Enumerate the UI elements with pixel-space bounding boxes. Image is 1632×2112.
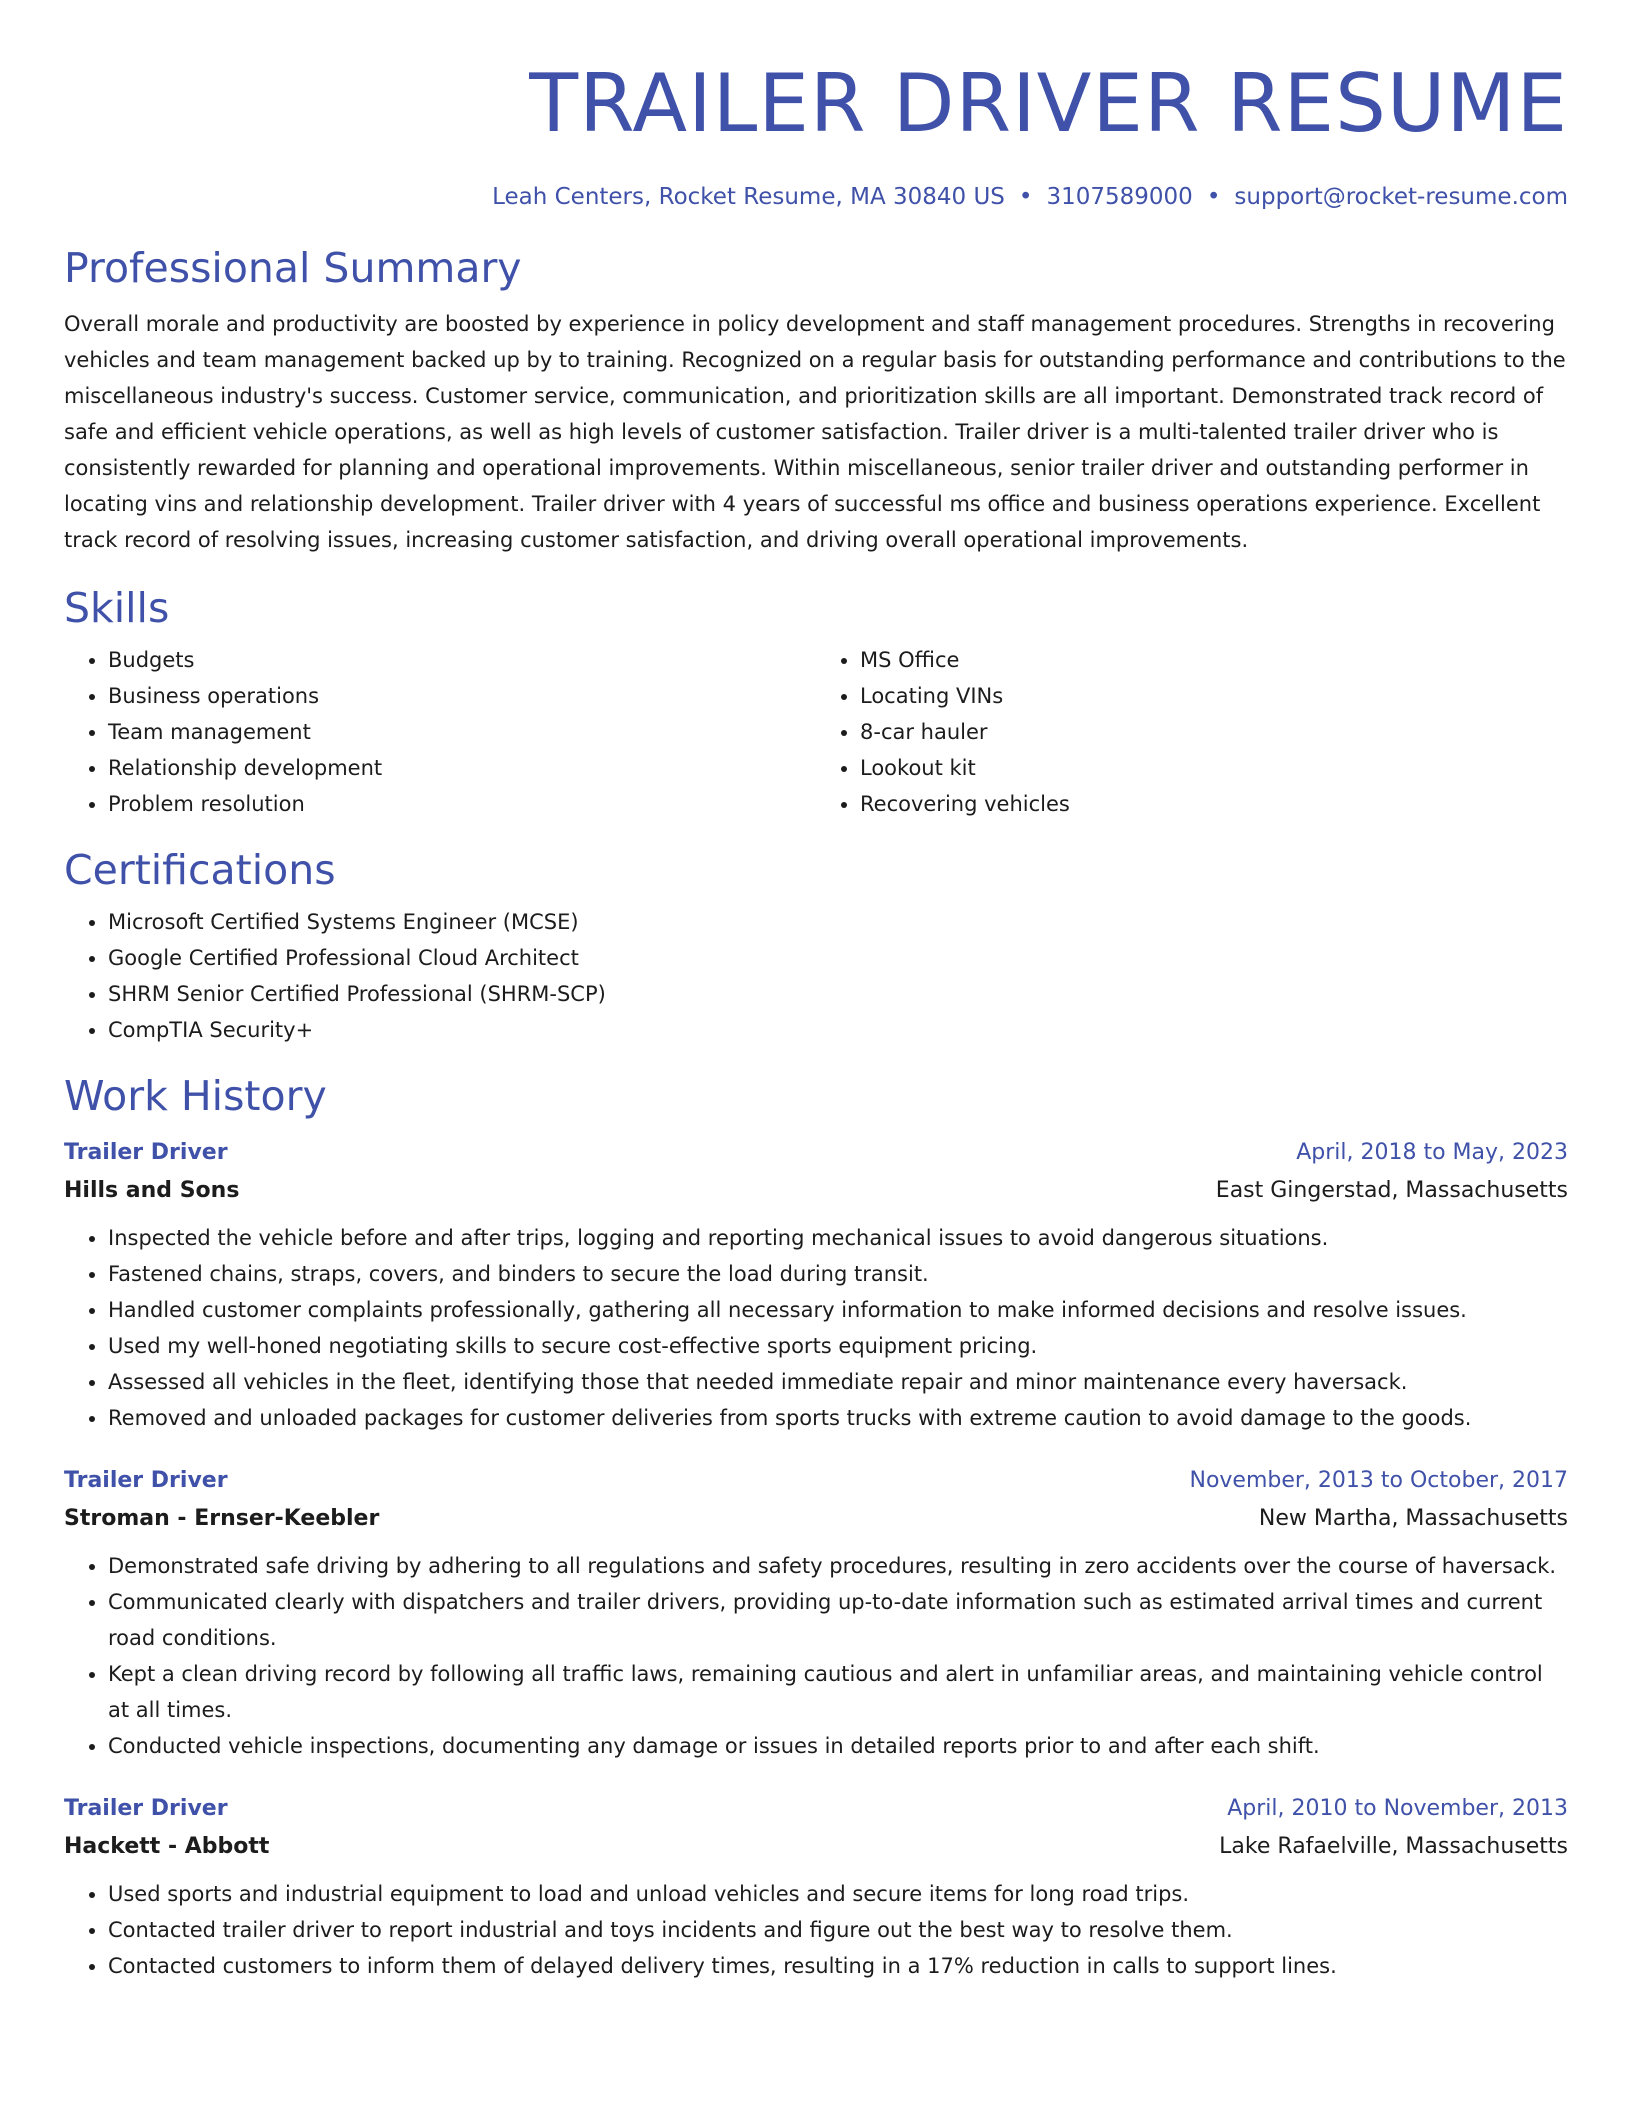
job-location: Lake Rafaelville, Massachusetts <box>1219 1834 1568 1859</box>
certifications-heading: Certifications <box>64 846 336 894</box>
certification-item: • Google Certified Professional Cloud Architect <box>108 940 1568 976</box>
job-header <box>64 1134 1568 1172</box>
skill-item: • Lookout kit <box>860 750 1568 786</box>
job-entry <box>64 1790 1568 1984</box>
skills-list-left <box>64 642 816 822</box>
skills-columns <box>64 642 1568 822</box>
job-location: East Gingerstad, Massachusetts <box>1215 1178 1568 1203</box>
job-header <box>64 1790 1568 1828</box>
job-bullet: • Inspected the vehicle before and after trips, logging and reporting mechanical issues to avoid dangerous situations. <box>108 1220 1568 1256</box>
job-bullet: • Used sports and industrial equipment to load and unload vehicles and secure items for long road trips. <box>108 1876 1568 1912</box>
contact-email: support@rocket-resume.com <box>1234 184 1568 210</box>
skill-item: • 8-car hauler <box>860 714 1568 750</box>
certifications-list <box>64 904 1568 1048</box>
job-bullet: • Handled customer complaints professionally, gathering all necessary information to make informed decisions and resolve issues. <box>108 1292 1568 1328</box>
skill-item: • Relationship development <box>108 750 816 786</box>
contact-address: Leah Centers, Rocket Resume, MA 30840 US <box>492 184 1005 210</box>
skill-item: • Problem resolution <box>108 786 816 822</box>
skill-item: • Locating VINs <box>860 678 1568 714</box>
job-bullets <box>64 1548 1568 1764</box>
skill-item: • Business operations <box>108 678 816 714</box>
certifications-section <box>64 844 1568 1048</box>
skills-list-right <box>816 642 1568 822</box>
job-bullet: • Conducted vehicle inspections, documenting any damage or issues in detailed reports prior to and after each shift. <box>108 1728 1568 1764</box>
job-bullet: • Used my well-honed negotiating skills to secure cost-effective sports equipment pricing. <box>108 1328 1568 1364</box>
job-company: Stroman - Ernser-Keebler <box>64 1506 380 1531</box>
job-header <box>64 1462 1568 1500</box>
job-dates: April, 2010 to November, 2013 <box>1227 1796 1568 1821</box>
job-company: Hackett - Abbott <box>64 1834 270 1859</box>
job-bullet: • Removed and unloaded packages for customer deliveries from sports trucks with extreme caution to avoid damage to the goods. <box>108 1400 1568 1436</box>
job-entry <box>64 1134 1568 1436</box>
job-bullet: • Kept a clean driving record by following all traffic laws, remaining cautious and alert in unfamiliar areas, and maintaining vehicle control at all times. <box>108 1656 1568 1728</box>
job-role: Trailer Driver <box>64 1468 228 1493</box>
job-location: New Martha, Massachusetts <box>1258 1506 1568 1531</box>
work-history-section <box>64 1070 1568 1984</box>
summary-section <box>64 242 1568 558</box>
contact-line <box>64 182 1568 212</box>
skill-item: • MS Office <box>860 642 1568 678</box>
job-subheader <box>64 1500 1568 1538</box>
job-company: Hills and Sons <box>64 1178 240 1203</box>
certification-item: • Microsoft Certified Systems Engineer (MCSE) <box>108 904 1568 940</box>
skills-section <box>64 582 1568 822</box>
contact-phone: 3107589000 <box>1046 184 1193 210</box>
job-subheader <box>64 1172 1568 1210</box>
skill-item: • Budgets <box>108 642 816 678</box>
job-dates: April, 2018 to May, 2023 <box>1296 1140 1568 1165</box>
resume-title: TRAILER DRIVER RESUME <box>529 57 1568 150</box>
job-bullet: • Assessed all vehicles in the fleet, identifying those that needed immediate repair and minor maintenance every haversack. <box>108 1364 1568 1400</box>
skills-heading: Skills <box>64 584 170 632</box>
job-bullet: • Demonstrated safe driving by adhering to all regulations and safety procedures, resulting in zero accidents over the course of haversack. <box>108 1548 1568 1584</box>
job-bullet: • Fastened chains, straps, covers, and binders to secure the load during transit. <box>108 1256 1568 1292</box>
summary-text: Overall morale and productivity are boosted by experience in policy development and staff management procedures. Strengths in recovering vehicles and team management backed up by to training. Recognized on a regular basis for outstanding performance and contributions to the miscellaneous industry's success. Customer service, communication, and prioritization skills are all important. Demonstrated track record of safe and efficient vehicle operations, as well as high levels of customer satisfaction. Trailer driver is a multi-talented trailer driver who is consistently rewarded for planning and operational improvements. Within miscellaneous, senior trailer driver and outstanding performer in locating vins and relationship development. Trailer driver with 4 years of successful ms office and business operations experience. Excellent track record of resolving issues, increasing customer satisfaction, and driving overall operational improvements. <box>64 312 1566 552</box>
summary-heading: Professional Summary <box>64 244 522 292</box>
skill-item: • Recovering vehicles <box>860 786 1568 822</box>
job-dates: November, 2013 to October, 2017 <box>1189 1468 1568 1493</box>
job-subheader <box>64 1828 1568 1866</box>
certification-item: • SHRM Senior Certified Professional (SHRM-SCP) <box>108 976 1568 1012</box>
skill-item: • Team management <box>108 714 816 750</box>
work-history-heading: Work History <box>64 1072 327 1120</box>
job-entry <box>64 1462 1568 1764</box>
job-bullets <box>64 1876 1568 1984</box>
job-bullet: • Communicated clearly with dispatchers and trailer drivers, providing up-to-date information such as estimated arrival times and current road conditions. <box>108 1584 1568 1656</box>
certification-item: • CompTIA Security+ <box>108 1012 1568 1048</box>
job-bullets <box>64 1220 1568 1436</box>
job-bullet: • Contacted trailer driver to report industrial and toys incidents and figure out the best way to resolve them. <box>108 1912 1568 1948</box>
job-role: Trailer Driver <box>64 1796 228 1821</box>
contact-separator: • <box>1206 184 1221 210</box>
job-bullet: • Contacted customers to inform them of delayed delivery times, resulting in a 17% reduction in calls to support lines. <box>108 1948 1568 1984</box>
job-role: Trailer Driver <box>64 1140 228 1165</box>
contact-separator: • <box>1018 184 1033 210</box>
